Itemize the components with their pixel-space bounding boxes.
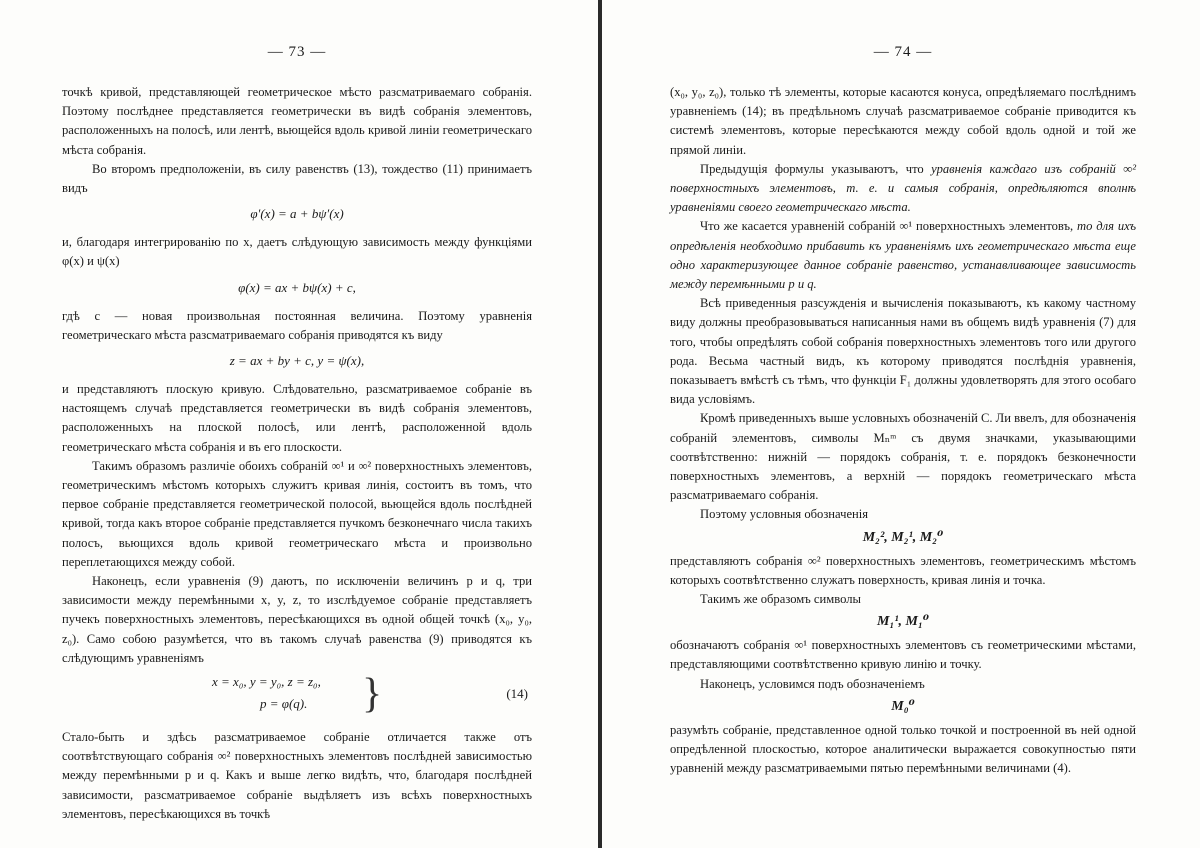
paragraph <box>670 217 1136 294</box>
paragraph: Наконецъ, если уравненія (9) даютъ, по исключеніи величинъ p и q, три зависимости между перемѣнными x, y, z, то изслѣдуемое собраніе представляетъ пучекъ поверхностныхъ элементовъ, пересѣкающихся въ одной общей точкѣ (x₀, y₀, z₀). Само собою разумѣется, что въ такомъ случаѣ равенства (9) приводятся къ слѣдующимъ уравненіямъ <box>62 574 532 665</box>
equation-system-14 <box>62 672 532 720</box>
paragraph-text: Предыдущія формулы указываютъ, что <box>700 161 932 176</box>
page-number: — 74 — <box>873 44 933 60</box>
italic-text: то для ихъ опредѣленія необходимо прибавить къ уравненіямъ ихъ геометрическаго мѣста еще одно характеризующее данное собраніе равенство, устанавливающее зависимость между перемѣнными p и q. <box>670 219 1136 292</box>
formula: M₀⁰ <box>891 698 915 714</box>
equation-line: p = φ(q). <box>260 696 308 712</box>
formula: M₁¹, M₁⁰ <box>877 614 929 630</box>
paragraph: разумѣть собраніе, представленное одной только точкой и построенной въ ней одной опредѣленной плоскостью, которое аналитически выражается совокупностью пяти уравненій между разсматриваемыми пятью перемѣнными величинами (4). <box>670 722 1136 776</box>
page-number: — 73 — <box>267 44 327 60</box>
paragraph: Во второмъ предположеніи, въ силу равенствъ (13), тождество (11) принимаетъ видъ <box>62 161 532 196</box>
formula: z = ax + by + c, y = ψ(x), <box>229 353 365 369</box>
paragraph: Стало-быть и здѣсь разсматриваемое собраніе отличается также отъ соотвѣтствующаго собранія ∞² поверхностныхъ элементовъ послѣдней зависимостью между перемѣнными p и q. Какъ и выше легко видѣть, что, благодаря послѣдней зависимости, разсматриваемое собраніе выдѣляетъ изъ всѣхъ поверхностныхъ элементовъ, пересѣкающихся въ точкѣ <box>62 730 532 821</box>
paragraph <box>670 160 1136 218</box>
paragraph: Такимъ же образомъ символы <box>700 592 861 607</box>
paragraph: Такимъ образомъ различіе обоихъ собраній ∞¹ и ∞² поверхностныхъ элементовъ, геометрическимъ мѣстомъ которыхъ служитъ кривая линія, состоитъ въ томъ, что первое собраніе представляется геометрической полосой, вьющейся вдоль послѣдней кривой, тогда какъ второе собраніе представляется пучкомъ безконечнаго числа такихъ полосъ, вьющихся вдоль кривой геометрическаго мѣста и произвольно переплетающихся между собой. <box>62 458 532 569</box>
paragraph: точкѣ кривой, представляющей геометрическое мѣсто разсматриваемаго собранія. Поэтому послѣднее представляется геометрически въ видѣ собранія элементовъ, расположенныхъ на полосѣ, или лентѣ, вьющейся вдоль кривой линіи геометрическаго мѣста собранія. <box>62 85 532 157</box>
paragraph: Поэтому условныя обозначенія <box>700 507 869 522</box>
brace-glyph: } <box>362 671 383 718</box>
formula: M₂², M₂¹, M₂⁰ <box>862 529 944 545</box>
paragraph: Кромѣ приведенныхъ выше условныхъ обозначеній С. Ли ввелъ, для обозначенія собраній элементовъ, символы Mₙᵐ съ двумя значками, указывающими соотвѣтственно: нижній — порядокъ собранія, т. е. порядокъ безконечности поверхностныхъ элементовъ, а верхній — порядокъ геометрическаго мѣста разсматриваемаго собранія. <box>670 411 1137 503</box>
paragraph: и, благодаря интегрированію по x, даетъ слѣдующую зависимость между функціями φ(x) и ψ(x) <box>62 235 532 269</box>
right-page <box>602 0 1200 848</box>
left-page <box>0 0 598 848</box>
paragraph: и представляютъ плоскую кривую. Слѣдовательно, разсматриваемое собраніе въ настоящемъ случаѣ представляется геометрически въ видѣ собранія элементовъ, расположенныхъ на плоской полосѣ, или лентѣ, расположенной вдоль геометрическаго мѣста собранія и въ его плоскости. <box>62 382 532 454</box>
italic-text: уравненія каждаго изъ собраній ∞² поверхностныхъ элементовъ, т. е. и самыя собранія, опредѣляются вполнѣ уравненіями своего геометрическаго мѣста. <box>670 161 1136 215</box>
paragraph: гдѣ c — новая произвольная постоянная величина. Поэтому уравненія геометрическаго мѣста разсматриваемаго собранія приводятся къ виду <box>62 308 532 342</box>
formula: φ′(x) = a + bψ′(x) <box>250 206 344 222</box>
paragraph: Наконецъ, условимся подъ обозначеніемъ <box>700 676 925 691</box>
paragraph: представляютъ собранія ∞² поверхностныхъ элементовъ, геометрическимъ мѣстомъ которыхъ соотвѣтственно служатъ поверхность, кривая линія и точка. <box>670 553 1136 587</box>
formula: φ(x) = ax + bψ(x) + c, <box>238 279 356 295</box>
paragraph: обозначаютъ собранія ∞¹ поверхностныхъ элементовъ съ геометрическими мѣстами, представляющими соотвѣтственно кривую линію и точку. <box>670 638 1136 672</box>
equation-line: x = x₀, y = y₀, z = z₀, <box>212 674 321 690</box>
equation-number: (14) <box>506 686 528 702</box>
paragraph: (x₀, y₀, z₀), только тѣ элементы, которые касаются конуса, опредѣляемаго послѣднимъ уравненіемъ (14); въ предѣльномъ случаѣ разсматриваемое собраніе приводится къ системѣ элементовъ, которые пересѣкаются между собой вдоль одной и той же прямой линіи. <box>670 85 1136 157</box>
paragraph: Всѣ приведенныя разсужденія и вычисленія показываютъ, къ какому частному виду должны преобразовываться написанныя нами въ общемъ видѣ уравненія (7) для того, чтобы опредѣлять собой собранія поверхностныхъ элементовъ того или другого рода. Весьма частный видъ, къ которому приводятся послѣднія уравненія, показываетъ вмѣстѣ съ тѣмъ, что функціи F₁ должны удовлетворять для этого особаго вида условіямъ. <box>670 296 1136 407</box>
paragraph-text: Что же касается уравненій собраній ∞¹ поверхностныхъ элементовъ, <box>700 219 1078 234</box>
